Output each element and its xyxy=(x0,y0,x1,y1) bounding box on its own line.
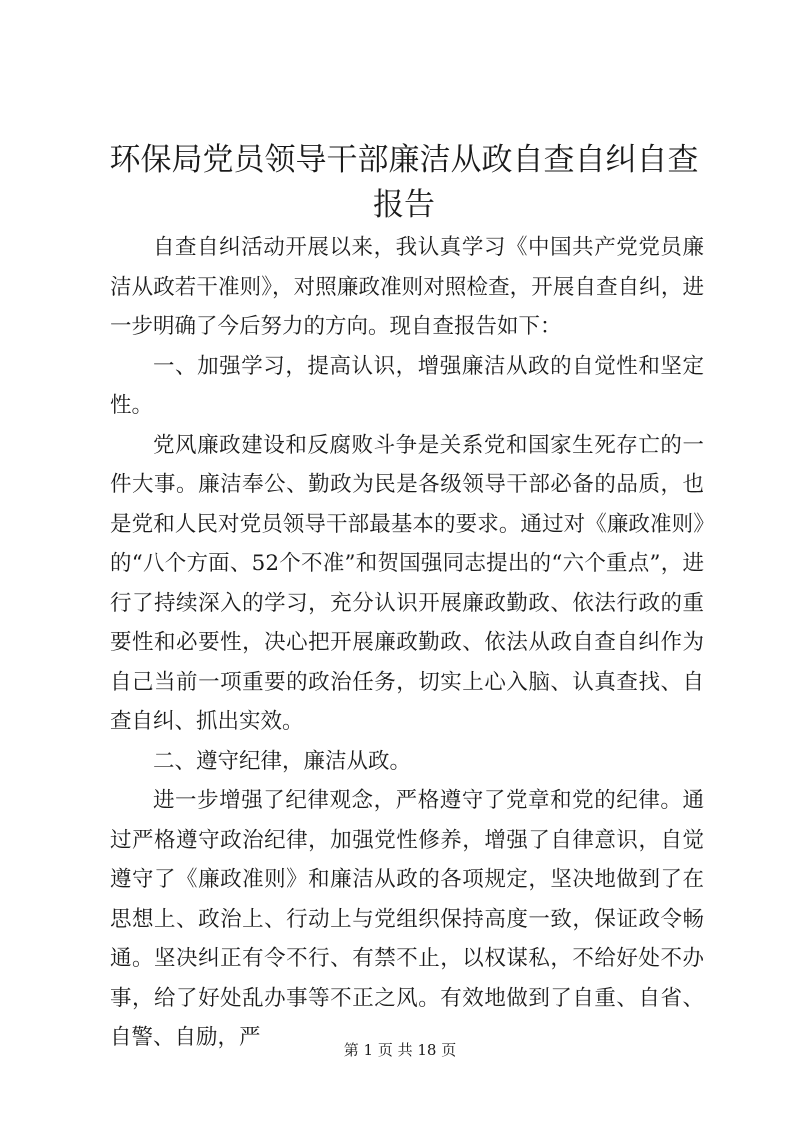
paragraph-section-1: 党风廉政建设和反腐败斗争是关系党和国家生死存亡的一件大事。廉洁奉公、勤政为民是各级领导干部必备的品质，也是党和人民对党员领导干部最基本的要求。通过对《廉政准则》的“八个方面、52个不准”和贺国强同志提出的“六个重点”，进行了持续深入的学习，充分认识开展廉政勤政、依法行政的重要性和必要性，决心把开展廉政勤政、依法从政自查自纠作为自己当前一项重要的政治任务，切实上心入脑、认真查找、自查自纠、抓出实效。 xyxy=(110,432,704,734)
document-body xyxy=(110,228,704,1058)
document-title: 环保局党员领导干部廉洁从政自查自纠自查报告 xyxy=(109,142,699,223)
paragraph-intro: 自查自纠活动开展以来，我认真学习《中国共产党党员廉洁从政若干准则》，对照廉政准则对照检查，开展自查自纠，进一步明确了今后努力的方向。现自查报告如下： xyxy=(110,235,704,339)
section-heading-2: 二、遵守纪律，廉洁从政。 xyxy=(153,748,412,774)
page-number-footer: 第 1 页 共 18 页 xyxy=(343,1041,457,1059)
paragraph-section-2: 进一步增强了纪律观念，严格遵守了党章和党的纪律。通过严格遵守政治纪律，加强党性修养，增强了自律意识，自觉遵守了《廉政准则》和廉洁从政的各项规定，坚决地做到了在思想上、政治上、行动上与党组织保持高度一致，保证政令畅通。坚决纠正有令不行、有禁不止，以权谋私，不给好处不办事，给了好处乱办事等不正之风。有效地做到了自重、自省、自警、自励，严 xyxy=(110,788,704,1050)
section-heading-1: 一、加强学习，提高认识，增强廉洁从政的自觉性和坚定性。 xyxy=(110,353,704,418)
